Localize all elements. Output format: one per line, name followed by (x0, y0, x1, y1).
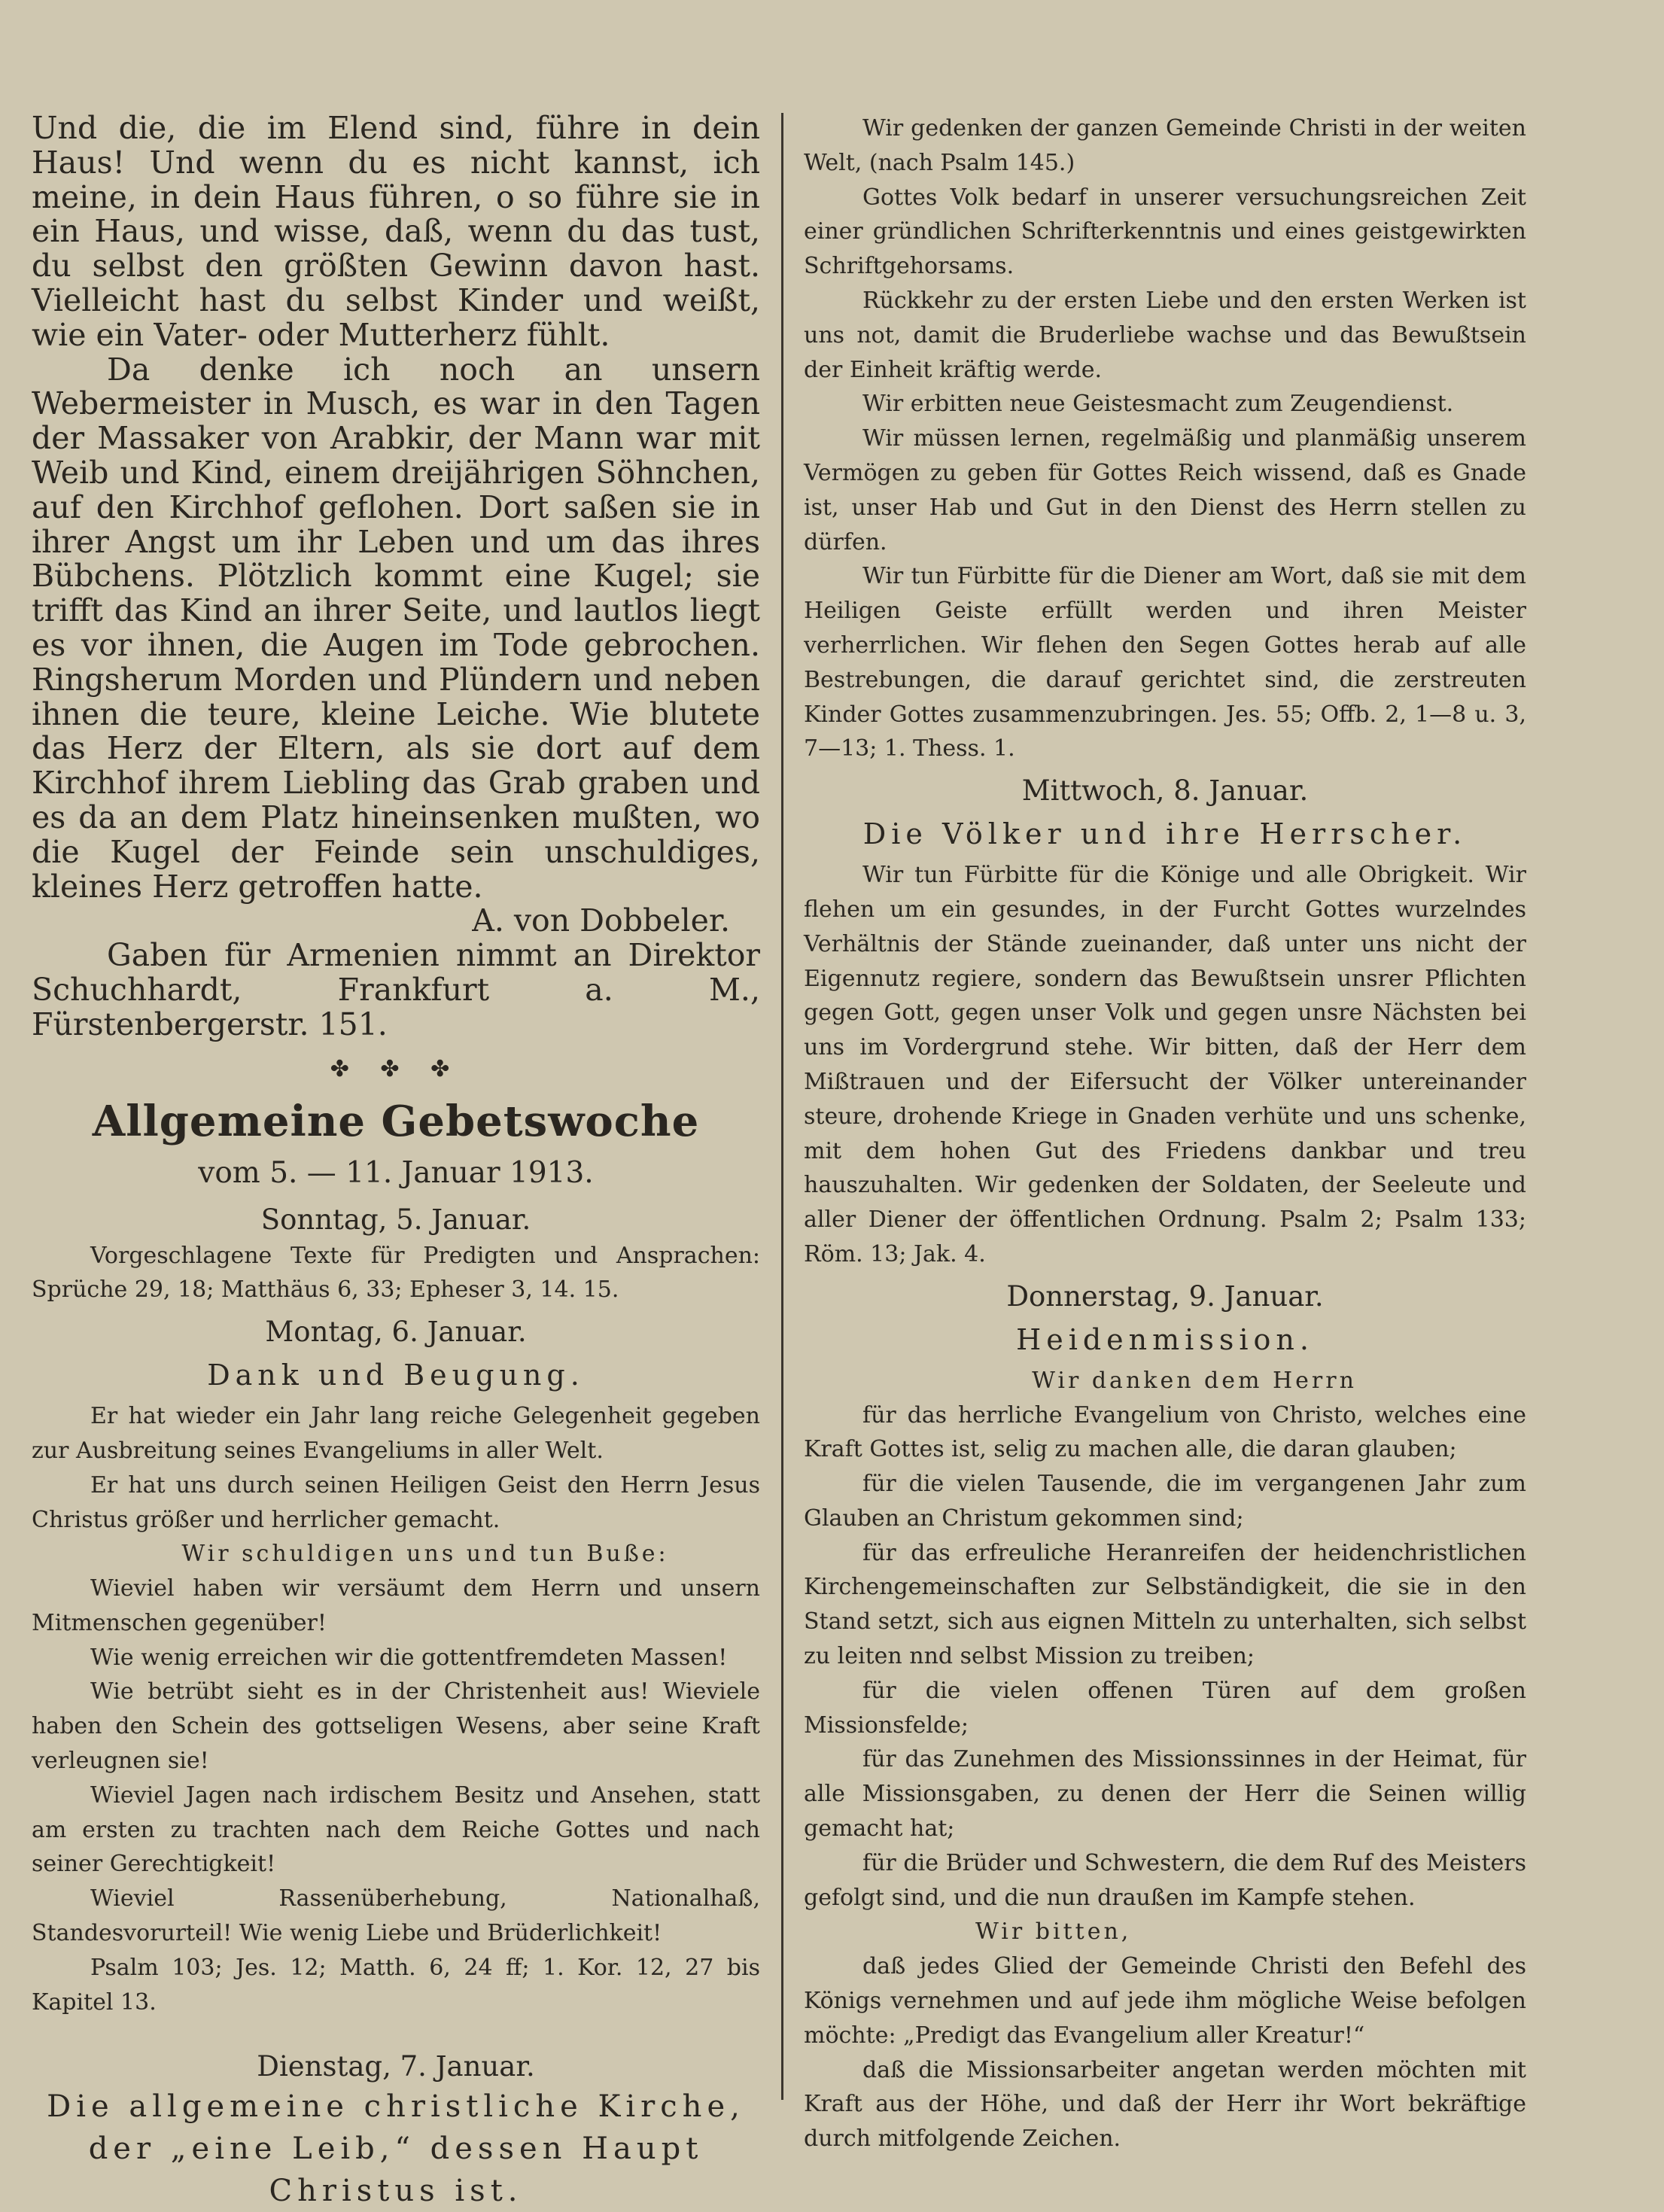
monday-paragraph: Wie wenig erreichen wir die gottentfremdeten Massen! (90, 1644, 728, 1671)
monday-paragraph: Wieviel haben wir versäumt dem Herrn und unsern Mitmenschen gegenüber! (32, 1575, 760, 1636)
thursday-heading: Donnerstag, 9. Januar. (1006, 1279, 1324, 1313)
petition-intro: Wir bitten, (975, 1918, 1132, 1946)
thanks-item: für die Brüder und Schwestern, die dem Ruf des Meisters gefolgt sind, und die nun draußen im Kampfe stehen. (804, 1849, 1526, 1911)
tuesday-heading: Dienstag, 7. Januar. (257, 2050, 535, 2083)
sunday-text: Vorgeschlagene Texte für Predigten und Ansprachen: Sprüche 29, 18; Matthäus 6, 33; Epheser 3, 14. 15. (32, 1242, 760, 1304)
left-column (32, 111, 760, 2212)
thursday-block (804, 1364, 1526, 2156)
tuesday-paragraph: Wir gedenken der ganzen Gemeinde Christi in der weiten Welt, (nach Psalm 145.) (804, 115, 1526, 176)
column-rule (781, 113, 783, 2100)
tuesday-paragraph: Wir tun Fürbitte für die Diener am Wort, daß sie mit dem Heiligen Geiste erfüllt werden und ihren Meister verherrlichen. Wir flehen den Segen Gottes herab auf alle Bestrebungen, die darauf gerichtet sind, die zerstreuten Kinder Gottes zusammenzubringen. Jes. 55; Offb. 2, 1—8 u. 3, 7—13; 1. Thess. 1. (804, 563, 1526, 762)
monday-paragraph: Wieviel Rassenüberhebung, Nationalhaß, Standesvorurteil! Wie wenig Liebe und Brüderlichkeit! (32, 1885, 760, 1947)
tuesday-theme: Die allgemeine christliche Kirche, der „eine Leib,“ dessen Haupt Christus ist. (47, 2089, 745, 2209)
page-title: Allgemeine Gebetswoche (92, 1096, 700, 1146)
petition-item: daß jedes Glied der Gemeinde Christi den Befehl des Königs vernehmen und auf jede ihm mögliche Weise befolgen möchte: „Predigt das Evangelium aller Kreatur!“ (804, 1953, 1526, 2049)
sunday-block (32, 1239, 760, 1308)
right-column (804, 111, 1526, 2156)
wednesday-theme: Die Völker und ihre Herrscher. (862, 817, 1468, 851)
monday-paragraph: Er hat uns durch seinen Heiligen Geist den Herrn Jesus Christus größer und herrlicher gemacht. (32, 1471, 760, 1533)
thanks-item: für das herrliche Evangelium von Christo, welches eine Kraft Gottes ist, selig zu machen alle, die daran glauben; (804, 1401, 1526, 1463)
donation-note: Gaben für Armenien nimmt an Direktor Schuchhardt, Frankfurt a. M., Fürstenbergerstr. 151. (32, 937, 760, 1042)
thanks-item: für das erfreuliche Heranreifen der heidenchristlichen Kirchengemeinschaften zur Selbständigkeit, die sie in den Stand setzt, sich aus eignen Mitteln zu unterhalten, sich selbst zu leiten nnd selbst Mission zu treiben; (804, 1539, 1526, 1670)
ornament-divider: ✤ ✤ ✤ (330, 1055, 462, 1082)
tuesday-continuation (804, 111, 1526, 766)
intro-paragraph: Und die, die im Elend sind, führe in dein Haus! Und wenn du es nicht kannst, ich meine, in dein Haus führen, o so führe sie in ein Haus, und wisse, daß, wenn du das tust, du selbst den größten Gewinn davon hast. Vielleicht hast du selbst Kinder und weißt, wie ein Vater- oder Mutterherz fühlt. (32, 110, 760, 353)
monday-heading: Montag, 6. Januar. (265, 1316, 527, 1349)
thanks-item: für die vielen Tausende, die im vergangenen Jahr zum Glauben an Christum gekommen sind; (804, 1471, 1526, 1532)
wednesday-text: Wir tun Fürbitte für die Könige und alle Obrigkeit. Wir flehen um ein gesundes, in der Furcht Gottes wurzelndes Verhältnis der Stände zueinander, daß unter uns nicht der Eigennutz regiere, sondern das Bewußtsein unsrer Pflichten gegen Gott, gegen unser Volk und gegen unsre Nächsten bei uns im Vordergrund stehe. Wir bitten, daß der Herr dem Mißtrauen und der Eifersucht der Völker untereinander steure, drohende Kriege in Gnaden verhüte und uns schenke, mit dem hohen Gut des Friedens dankbar und treu hauszuhalten. Wir gedenken der Soldaten, der Seeleute und aller Diener der öffentlichen Ordnung. Psalm 2; Psalm 133; Röm. 13; Jak. 4. (804, 862, 1526, 1267)
tuesday-paragraph: Wir erbitten neue Geistesmacht zum Zeugendienst. (862, 391, 1454, 418)
wednesday-block (804, 858, 1526, 1272)
tuesday-paragraph: Gottes Volk bedarf in unserer versuchungsreichen Zeit einer gründlichen Schrifterkenntnis und eines geistgewirkten Schriftgehorsams. (804, 184, 1526, 280)
thursday-theme: Heidenmission. (1016, 1322, 1314, 1356)
monday-confession: Wir schuldigen uns und tun Buße: (181, 1541, 669, 1568)
monday-references: Psalm 103; Jes. 12; Matth. 6, 24 ff; 1. Kor. 12, 27 bis Kapitel 13. (32, 1954, 760, 2016)
intro-paragraph: Da denke ich noch an unsern Webermeister in Musch, es war in den Tagen der Massaker von Arabkir, der Mann war mit Weib und Kind, einem dreijährigen Söhnchen, auf den Kirchhof geflohen. Dort saßen sie in ihrer Angst um ihr Leben und um das ihres Bübchens. Plötzlich kommt eine Kugel; sie trifft das Kind an ihrer Seite, und lautlos liegt es vor ihnen, die Augen im Tode gebrochen. Ringsherum Morden und Plündern und neben ihnen die teure, kleine Leiche. Wie blutete das Herz der Eltern, als sie dort auf dem Kirchhof ihrem Liebling das Grab graben und es da an dem Platz hineinsenken mußten, wo die Kugel der Feinde sein unschuldiges, kleines Herz getroffen hatte. (32, 351, 760, 905)
monday-paragraph: Wie betrübt sieht es in der Christenheit aus! Wieviele haben den Schein des gottseligen Wesens, aber seine Kraft verleugnen sie! (32, 1678, 760, 1775)
thanks-item: für die vielen offenen Türen auf dem großen Missionsfelde; (804, 1677, 1526, 1739)
monday-paragraph: Er hat wieder ein Jahr lang reiche Gelegenheit gegeben zur Ausbreitung seines Evangeliums in aller Welt. (32, 1403, 760, 1464)
tuesday-paragraph: Wir müssen lernen, regelmäßig und planmäßig unserem Vermögen zu geben für Gottes Reich wissend, daß es Gnade ist, unser Hab und Gut in den Dienst des Herrn stellen zu dürfen. (804, 425, 1526, 555)
petition-item: daß die Missionsarbeiter angetan werden möchten mit Kraft aus der Höhe, und daß der Herr ihr Wort bekräftige durch mitfolgende Zeichen. (804, 2056, 1526, 2153)
sunday-heading: Sonntag, 5. Januar. (260, 1203, 531, 1236)
intro-article (32, 111, 760, 904)
thanks-intro: Wir danken dem Herrn (1032, 1367, 1357, 1394)
monday-block (32, 1399, 760, 2019)
week-dates: vom 5. — 11. Januar 1913. (198, 1155, 594, 1190)
thanks-item: für das Zunehmen des Missionssinnes in der Heimat, für alle Missionsgaben, zu denen der Herr die Seinen willig gemacht hat; (804, 1746, 1526, 1842)
monday-theme: Dank und Beugung. (207, 1359, 585, 1392)
tuesday-paragraph: Rückkehr zu der ersten Liebe und den ersten Werken ist uns not, damit die Bruderliebe wachse und das Bewußtsein der Einheit kräftig werde. (804, 287, 1526, 383)
wednesday-heading: Mittwoch, 8. Januar. (1021, 774, 1309, 808)
monday-paragraph: Wieviel Jagen nach irdischem Besitz und Ansehen, statt am ersten zu trachten nach dem Reiche Gottes und nach seiner Gerechtigkeit! (32, 1781, 760, 1878)
author-signature: A. von Dobbeler. (472, 902, 730, 939)
donation-block (32, 939, 760, 1042)
